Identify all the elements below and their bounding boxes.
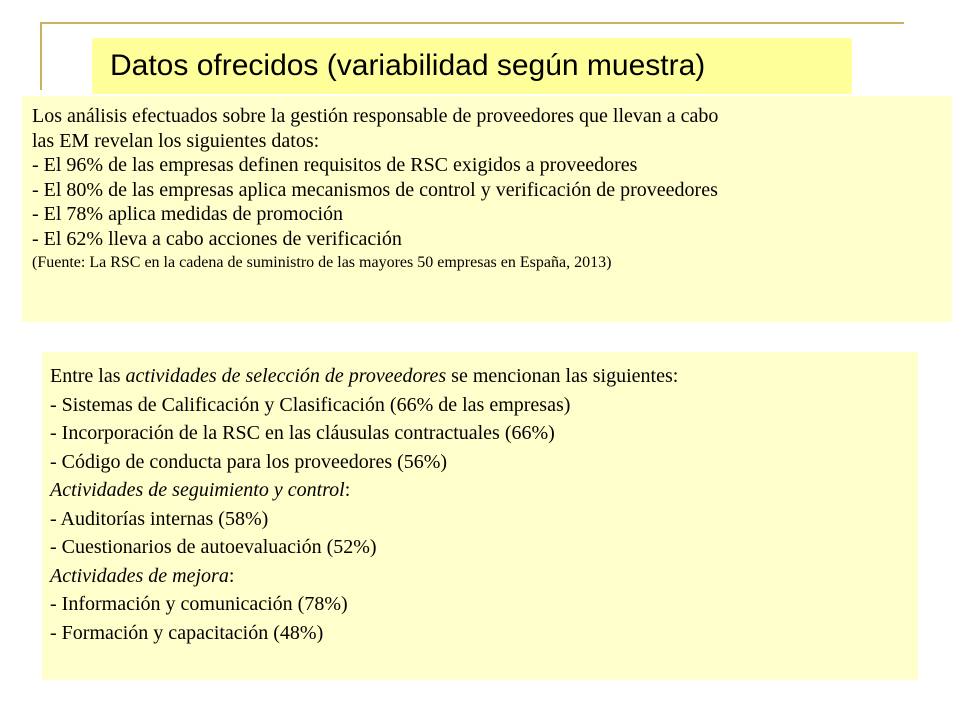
monitoring-heading-colon: : [344,479,351,501]
list-item: - Formación y capacitación (48%) [50,621,324,644]
list-item: - Información y comunicación (78%) [50,593,348,615]
monitoring-heading-text: Actividades de seguimiento y control [50,479,345,501]
monitoring-heading [50,476,918,505]
side-decorative-rule [40,22,42,90]
list-item: - El 96% de las empresas definen requisitos de RSC exigidos a proveedores [32,154,638,176]
intro-line: las EM revelan los siguientes datos: [32,129,320,152]
intro-italic-term: actividades de selección de proveedores [125,365,447,387]
intro-prefix: Entre las [50,365,126,387]
title-banner [92,38,852,94]
list-item: - El 80% de las empresas aplica mecanismos de control y verificación de proveedores [32,178,718,201]
list-item: - El 62% lleva a cabo acciones de verificación [32,227,402,250]
activities-panel [42,352,918,680]
data-summary-panel [22,96,952,322]
list-item: - El 78% aplica medidas de promoción [32,203,344,225]
list-item: - Incorporación de la RSC en las cláusulas contractuales (66%) [50,422,555,444]
list-item: - Código de conducta para los proveedores (56%) [50,450,448,473]
list-item: - Auditorías internas (58%) [50,507,269,530]
improvement-heading [50,562,918,591]
top-decorative-rule [40,22,904,24]
improvement-heading-text: Actividades de mejora [50,564,229,587]
activities-intro [50,362,918,391]
list-item: - Cuestionarios de autoevaluación (52%) [50,536,377,558]
intro-suffix: se mencionan las siguientes: [446,365,679,387]
page-title: Datos ofrecidos (variabilidad según muestra) [110,49,706,82]
intro-line: Los análisis efectuados sobre la gestión responsable de proveedores que llevan a cabo [32,105,719,127]
list-item: - Sistemas de Calificación y Clasificación (66% de las empresas) [50,393,571,416]
improvement-heading-colon: : [228,564,235,587]
source-citation: (Fuente: La RSC en la cadena de suministro de las mayores 50 empresas en España, 2013) [32,254,612,271]
